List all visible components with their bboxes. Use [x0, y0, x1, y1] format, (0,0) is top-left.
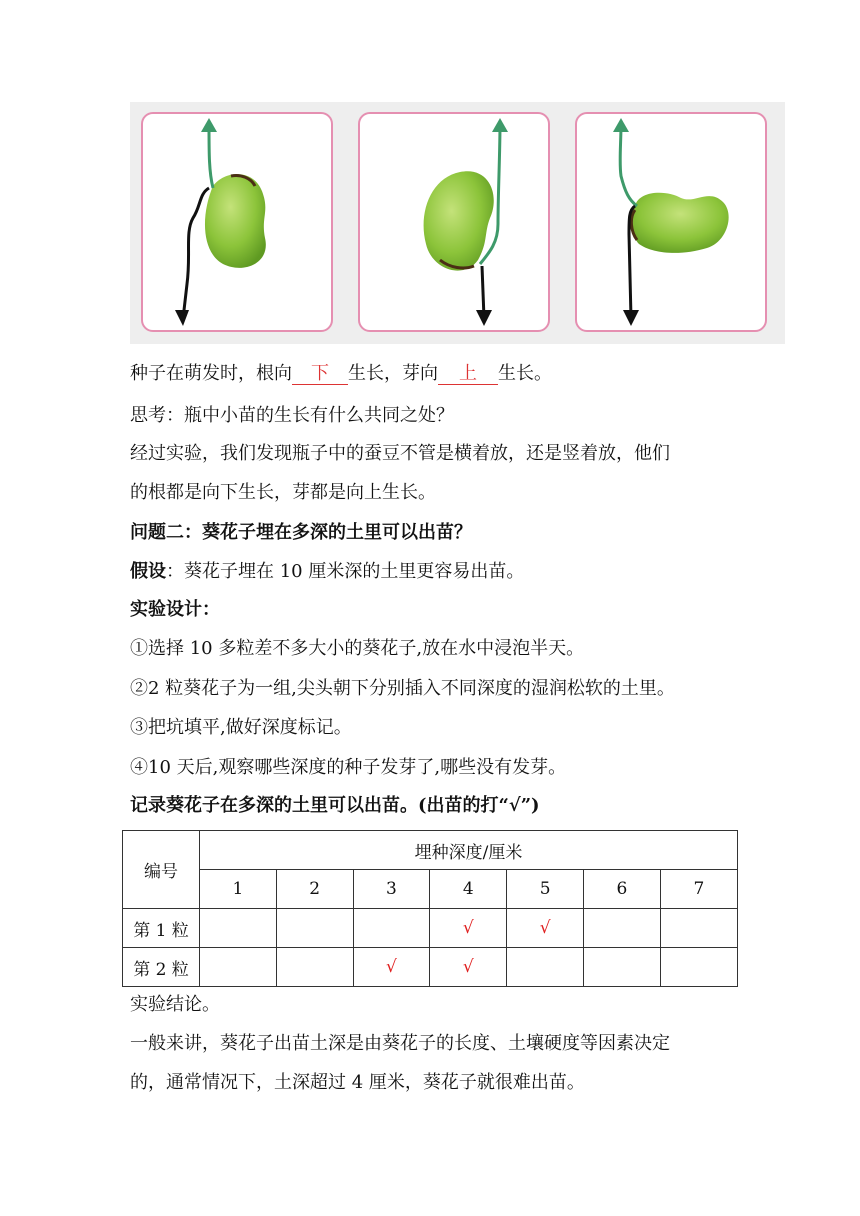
check-cell	[584, 909, 661, 948]
growth-text-post: 生长。	[498, 363, 552, 384]
hypothesis-label: 假设	[130, 561, 166, 582]
table-header-row	[123, 831, 738, 870]
check-cell	[353, 909, 430, 948]
check-cell: √	[430, 948, 507, 987]
growth-sentence	[130, 362, 552, 386]
root-arrow-icon	[476, 310, 492, 326]
table-row	[123, 948, 738, 987]
id-header: 编号	[123, 831, 200, 909]
sprout-arrow-icon	[492, 118, 508, 132]
bean-shape	[205, 174, 266, 268]
sprout-arrow-icon	[613, 118, 629, 132]
think-question: 思考：瓶中小苗的生长有什么共同之处？	[130, 405, 454, 426]
depth-cell: 6	[584, 870, 661, 909]
depth-cell: 4	[430, 870, 507, 909]
check-cell	[584, 948, 661, 987]
depth-row	[123, 870, 738, 909]
root-arrow-icon	[623, 310, 639, 326]
check-cell	[276, 948, 353, 987]
hypothesis	[130, 560, 524, 584]
step-2: ②2 粒葵花子为一组,尖头朝下分别插入不同深度的湿润松软的土里。	[130, 678, 675, 699]
depth-cell: 7	[660, 870, 737, 909]
check-cell	[660, 948, 737, 987]
check-cell: √	[353, 948, 430, 987]
conclusion-line-2: 的，通常情况下，土深超过 4 厘米，葵花子就很难出苗。	[130, 1072, 585, 1093]
root-arrow-icon	[175, 310, 189, 326]
root-line	[183, 188, 209, 319]
sprout-line	[620, 124, 637, 206]
row-label: 第 2 粒	[123, 948, 200, 987]
step-4: ④10 天后,观察哪些深度的种子发芽了,哪些没有发芽。	[130, 757, 567, 778]
depth-cell: 2	[276, 870, 353, 909]
step-1: ①选择 10 多粒差不多大小的葵花子,放在水中浸泡半天。	[130, 638, 585, 659]
depth-header: 埋种深度/厘米	[200, 831, 738, 870]
check-cell	[200, 948, 277, 987]
check-cell: √	[430, 909, 507, 948]
answer-blank-root: 下	[292, 364, 348, 385]
record-table	[122, 830, 738, 987]
check-cell	[507, 948, 584, 987]
bean-shape	[632, 193, 728, 253]
answer-blank-sprout: 上	[438, 364, 498, 385]
step-3: ③把坑填平,做好深度标记。	[130, 717, 352, 738]
finding-line-2: 的根都是向下生长，芽都是向上生长。	[130, 482, 436, 503]
hypothesis-text: ：葵花子埋在 10 厘米深的土里更容易出苗。	[166, 561, 525, 582]
growth-text-pre: 种子在萌发时，根向	[130, 363, 292, 384]
check-cell	[200, 909, 277, 948]
sprout-arrow-icon	[201, 118, 217, 132]
conclusion-line-1: 一般来讲，葵花子出苗土深是由葵花子的长度、土壤硬度等因素决定	[130, 1033, 670, 1054]
question-two-heading: 问题二：葵花子埋在多深的土里可以出苗？	[130, 522, 472, 543]
conclusion-heading: 实验结论。	[130, 994, 220, 1015]
check-cell	[276, 909, 353, 948]
check-cell: √	[507, 909, 584, 948]
check-cell	[660, 909, 737, 948]
depth-cell: 1	[200, 870, 277, 909]
record-heading: 记录葵花子在多深的土里可以出苗。(出苗的打“√”)	[130, 795, 540, 816]
sprout-line	[209, 124, 213, 188]
bean-panel-horizontal	[575, 112, 767, 332]
depth-cell: 3	[353, 870, 430, 909]
design-heading: 实验设计：	[130, 599, 220, 620]
bean-shape	[424, 171, 494, 270]
row-label: 第 1 粒	[123, 909, 200, 948]
table-row	[123, 909, 738, 948]
finding-line-1: 经过实验，我们发现瓶子中的蚕豆不管是横着放，还是竖着放，他们	[130, 443, 670, 464]
depth-cell: 5	[507, 870, 584, 909]
growth-text-mid: 生长，芽向	[348, 363, 438, 384]
bean-panel-tilted	[358, 112, 550, 332]
bean-panel-upright	[141, 112, 333, 332]
